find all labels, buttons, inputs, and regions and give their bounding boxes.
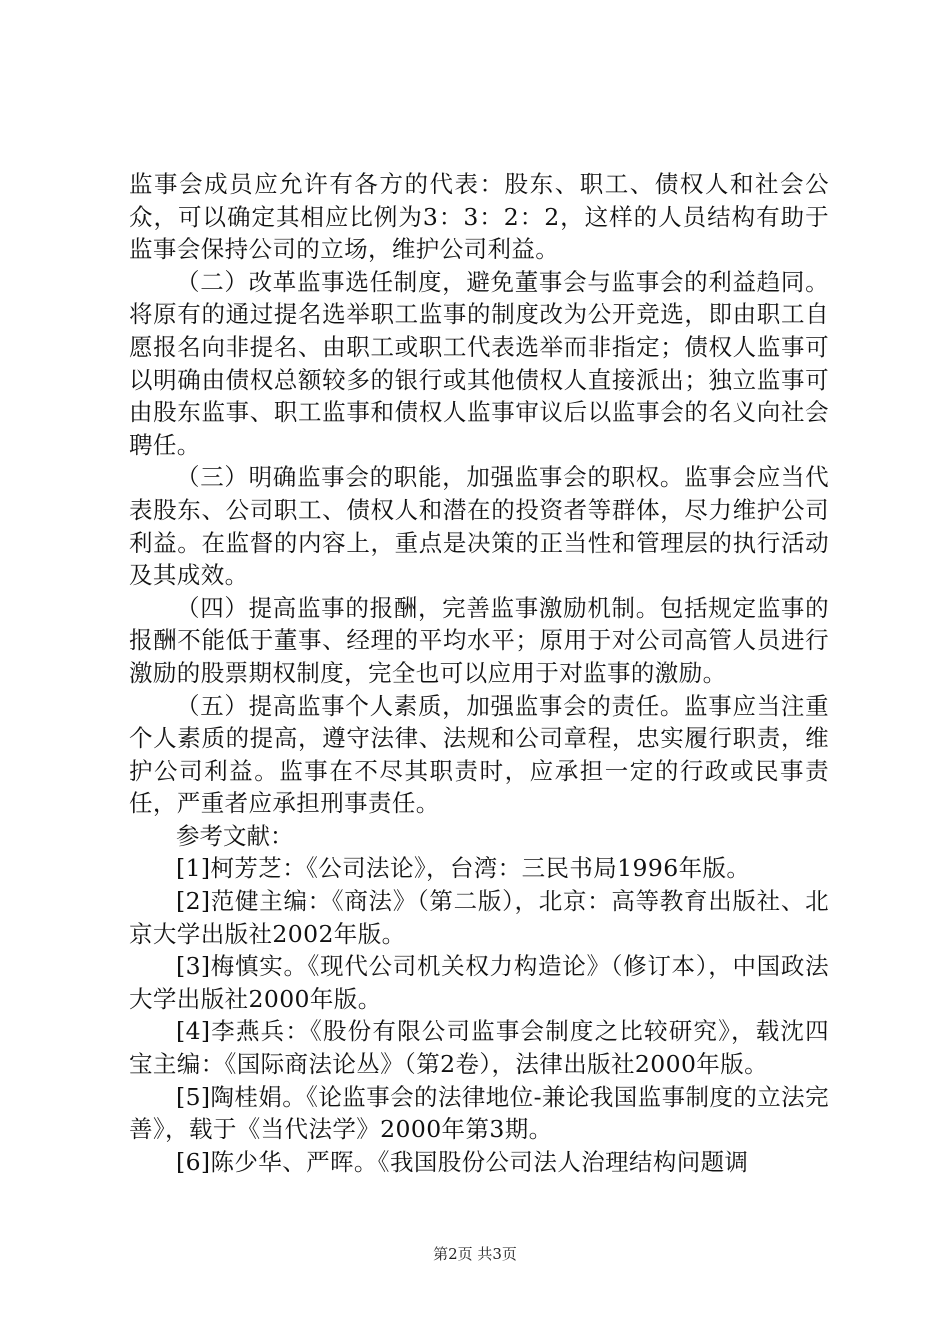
reference-item: [4]李燕兵：《股份有限公司监事会制度之比较研究》，载沈四宝主编：《国际商法论丛》（第2卷），法律出版社2000年版。 (129, 1017, 829, 1079)
paragraph-selection-reform: （二）改革监事选任制度，避免董事会与监事会的利益趋同。将原有的通过提名选举职工监事的制度改为公开竞选，即由职工自愿报名向非提名、由职工或职工代表选举而非指定；债权人监事可以明确由债权总额较多的银行或其他债权人直接派出；独立监事可由股东监事、职工监事和债权人监事审议后以监事会的名义向社会聘任。 (129, 267, 829, 459)
document-body (129, 168, 829, 1178)
paragraph-compensation: （四）提高监事的报酬，完善监事激励机制。包括规定监事的报酬不能低于董事、经理的平均水平；原用于对公司高管人员进行激励的股票期权制度，完全也可以应用于对监事的激励。 (129, 593, 829, 687)
references-heading: 参考文献： (176, 821, 294, 850)
reference-item: [2]范健主编：《商法》（第二版），北京：高等教育出版社、北京大学出版社2002年版。 (129, 887, 829, 948)
reference-item: [3]梅慎实。《现代公司机关权力构造论》（修订本），中国政法大学出版社2000年版。 (129, 952, 829, 1013)
page-footer: 第2页 共3页 (433, 1245, 517, 1263)
reference-item: [1]柯芳芝：《公司法论》，台湾：三民书局1996年版。 (176, 854, 751, 883)
paragraph-supervisory-composition: 监事会成员应允许有各方的代表：股东、职工、债权人和社会公众，可以确定其相应比例为3：3：2：2，这样的人员结构有助于监事会保持公司的立场，维护公司利益。 (129, 170, 829, 264)
paragraph-responsibility: （五）提高监事个人素质，加强监事会的责任。监事应当注重个人素质的提高，遵守法律、法规和公司章程，忠实履行职责，维护公司利益。监事在不尽其职责时，应承担一定的行政或民事责任，严重者应承担刑事责任。 (129, 691, 829, 818)
paragraph-functions-powers: （三）明确监事会的职能，加强监事会的职权。监事会应当代表股东、公司职工、债权人和潜在的投资者等群体，尽力维护公司利益。在监督的内容上，重点是决策的正当性和管理层的执行活动及其成效。 (129, 463, 829, 590)
reference-item: [5]陶桂娟。《论监事会的法律地位-兼论我国监事制度的立法完善》，载于《当代法学》2000年第3期。 (129, 1082, 829, 1144)
reference-item: [6]陈少华、严晖。《我国股份公司法人治理结构问题调 (176, 1147, 749, 1176)
